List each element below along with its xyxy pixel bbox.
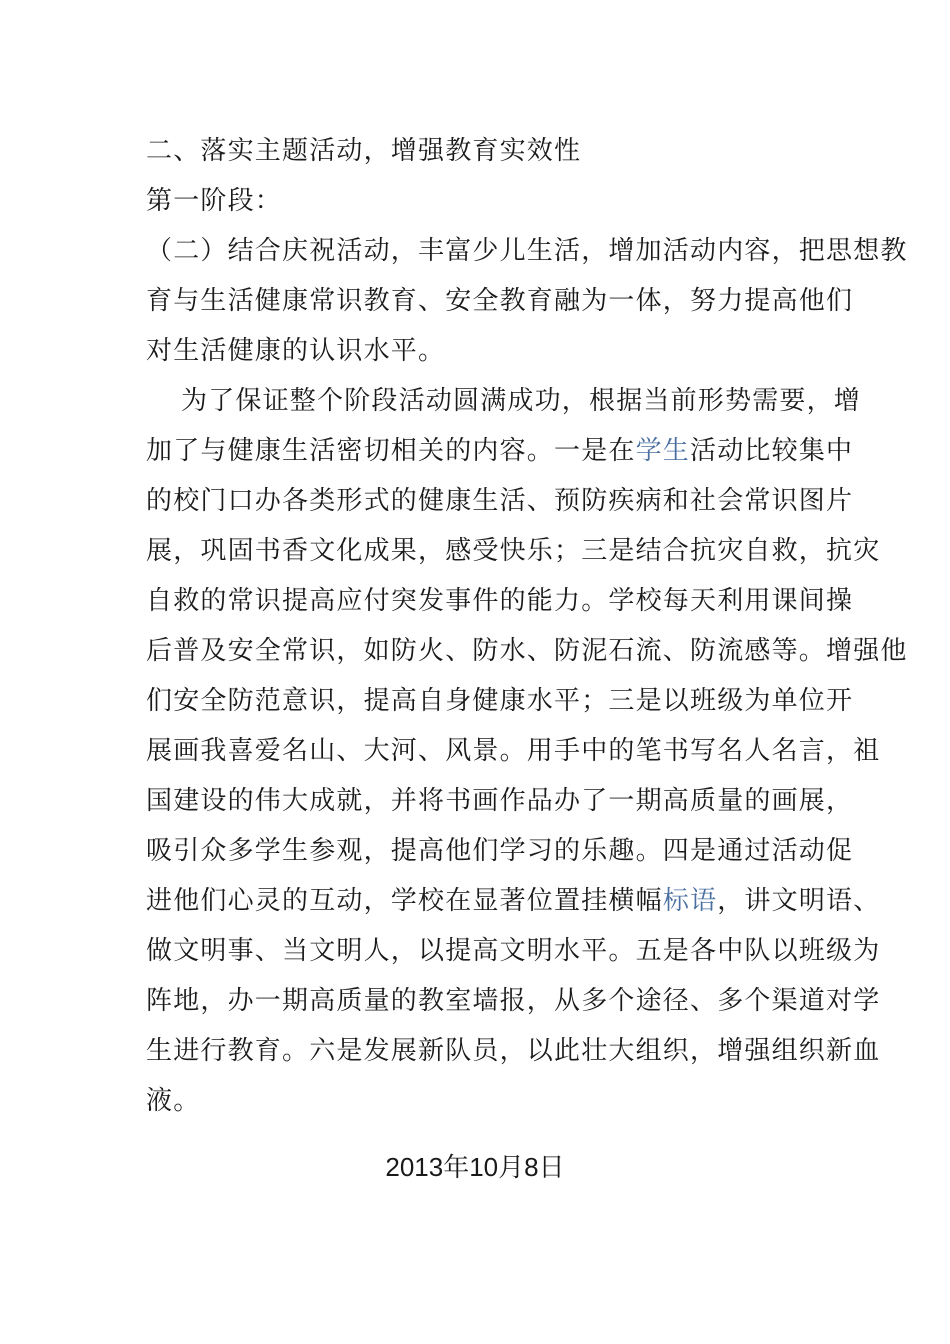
paragraph-2-line-8: 展画我喜爱名山、大河、风景。用手中的笔书写名人名言，祖: [146, 736, 881, 766]
paragraph-2-line-7: 们安全防范意识，提高自身健康水平；三是以班级为单位开: [146, 686, 854, 716]
paragraph-2-line-11: [146, 886, 881, 916]
slogan-link[interactable]: 标语: [662, 886, 718, 916]
date-month: 10: [469, 1152, 499, 1182]
paragraph-2-line-10: 吸引众多学生参观，提高他们学习的乐趣。四是通过活动促: [146, 836, 854, 866]
paragraph-2-line-11-after: ，讲文明语、: [717, 886, 881, 916]
paragraph-2-line-15: 液。: [146, 1086, 201, 1116]
document-date: [0, 1152, 950, 1183]
paragraph-2-line-9: 国建设的伟大成就，并将书画作品办了一期高质量的画展，: [146, 786, 854, 816]
section-heading: 二、落实主题活动，增强教育实效性: [146, 136, 582, 166]
date-day-char: 日: [538, 1153, 565, 1183]
paragraph-2-line-5: 自救的常识提高应付突发事件的能力。学校每天利用课间操: [146, 586, 854, 616]
date-day: 8: [524, 1152, 539, 1182]
date-year: 2013: [385, 1152, 444, 1182]
paragraph-2-line-3: 的校门口办各类形式的健康生活、预防疾病和社会常识图片: [146, 486, 854, 516]
paragraph-2-line-2-before: 加了与健康生活密切相关的内容。一是在: [146, 436, 636, 466]
date-year-char: 年: [443, 1153, 470, 1183]
paragraph-2-line-2-after: 活动比较集中: [690, 436, 854, 466]
date-month-char: 月: [498, 1153, 525, 1183]
paragraph-2-line-11-before: 进他们心灵的互动，学校在显著位置挂横幅: [146, 886, 663, 916]
paragraph-1-line-2: 育与生活健康常识教育、安全教育融为一体，努力提高他们: [146, 286, 854, 316]
paragraph-2-line-4: 展，巩固书香文化成果，感受快乐；三是结合抗灾自救，抗灾: [146, 536, 881, 566]
student-link[interactable]: 学生: [635, 436, 691, 466]
paragraph-2-line-12: 做文明事、当文明人，以提高文明水平。五是各中队以班级为: [146, 936, 881, 966]
paragraph-2-line-1: 为了保证整个阶段活动圆满成功，根据当前形势需要，增: [181, 386, 862, 416]
paragraph-2-line-13: 阵地，办一期高质量的教室墙报，从多个途径、多个渠道对学: [146, 986, 881, 1016]
paragraph-1-line-1: （二）结合庆祝活动，丰富少儿生活，增加活动内容，把思想教: [146, 236, 908, 266]
paragraph-2-line-14: 生进行教育。六是发展新队员，以此壮大组织，增强组织新血: [146, 1036, 881, 1066]
stage-label: 第一阶段：: [146, 186, 283, 216]
paragraph-1-line-3: 对生活健康的认识水平。: [146, 336, 446, 366]
paragraph-2-line-6: 后普及安全常识，如防火、防水、防泥石流、防流感等。增强他: [146, 636, 908, 666]
paragraph-2-line-2: [146, 436, 854, 466]
